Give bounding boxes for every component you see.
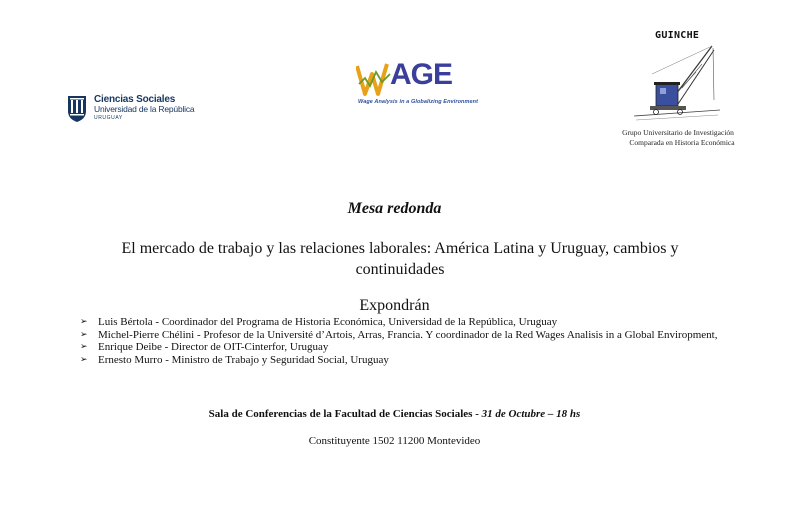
arrow-bullet-icon: ➢ bbox=[80, 317, 88, 327]
wage-logo-tagline: Wage Analysis in a Globalizing Environment bbox=[358, 99, 479, 105]
arrow-bullet-icon: ➢ bbox=[80, 329, 88, 340]
speaker-text: Michel-Pierre Chélini - Profesor de la Université d’Artois, Arras, Francia. Y coordinador de la Red Wages Analisis in a Global Enviropment, bbox=[98, 328, 718, 341]
speaker-item bbox=[80, 341, 720, 354]
speaker-item bbox=[80, 329, 720, 342]
guinche-logo-title: GUINCHE bbox=[655, 30, 700, 41]
wage-logo-word: AGE bbox=[390, 58, 453, 91]
wage-logo bbox=[356, 58, 479, 120]
university-emblem-icon bbox=[66, 93, 88, 123]
venue-address: Constituyente 1502 11200 Montevideo bbox=[308, 435, 481, 447]
arrow-bullet-icon: ➢ bbox=[80, 342, 88, 353]
speaker-item bbox=[80, 316, 720, 329]
venue-name: Sala de Conferencias de la Facultad de Ciencias Sociales - bbox=[208, 408, 482, 420]
ciencias-sociales-logo bbox=[66, 92, 196, 124]
venue-line bbox=[0, 408, 789, 420]
event-heading: Mesa redonda bbox=[347, 200, 442, 217]
guinche-caption-line1: Grupo Universitario de Investigación bbox=[622, 128, 734, 137]
cs-logo-line1: Ciencias Sociales bbox=[94, 93, 176, 105]
guinche-caption-line2: Comparada en Historia Económica bbox=[629, 138, 735, 147]
crane-drawing-icon bbox=[632, 44, 722, 126]
arrow-bullet-icon: ➢ bbox=[80, 354, 88, 365]
venue-date: 31 de Octubre – 18 hs bbox=[481, 408, 581, 420]
speaker-item bbox=[80, 354, 720, 367]
wage-w-mark-icon bbox=[356, 60, 392, 98]
speakers-list bbox=[80, 316, 720, 366]
event-subtitle: El mercado de trabajo y las relaciones laborales: América Latina y Uruguay, cambios y continuidades bbox=[121, 240, 679, 278]
guinche-logo bbox=[618, 30, 738, 150]
cs-logo-line3: URUGUAY bbox=[94, 115, 123, 122]
speaker-text: Enrique Deibe - Director de OIT-Cinterfor, Uruguay bbox=[98, 341, 329, 354]
cs-logo-line2: Universidad de la República bbox=[94, 104, 195, 115]
speaker-text: Ernesto Murro - Ministro de Trabajo y Seguridad Social, Uruguay bbox=[98, 353, 389, 366]
speakers-heading: Expondrán bbox=[359, 297, 430, 314]
speaker-text: Luis Bértola - Coordinador del Programa de Historia Económica, Universidad de la República, Uruguay bbox=[98, 316, 558, 328]
